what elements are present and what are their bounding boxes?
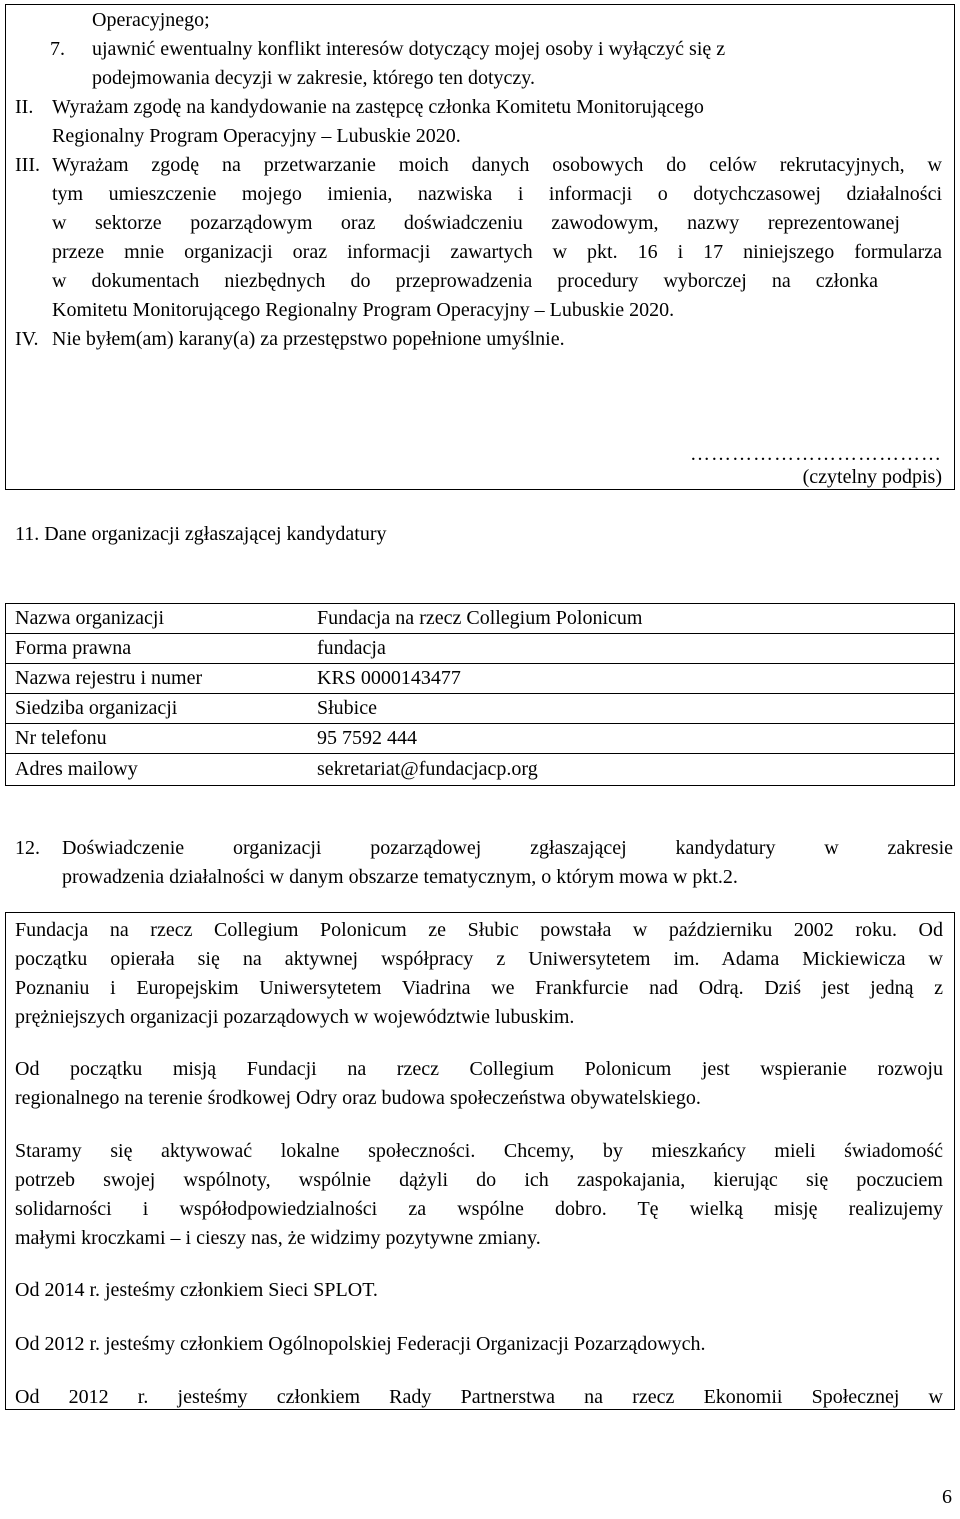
- clause-iii-line3: w sektorze pozarządowym oraz doświadczeniu zawodowym, nazwy reprezentowanej: [52, 212, 900, 234]
- table-row: [6, 724, 955, 754]
- page-number: 6: [942, 1486, 952, 1508]
- row-value: Fundacja na rzecz Collegium Polonicum: [315, 604, 955, 634]
- desc-p2-line2: regionalnego na terenie środkowej Odry oraz budowa społeczeństwa obywatelskiego.: [15, 1087, 701, 1109]
- desc-p3-line4: małymi kroczkami – i cieszy nas, że widzimy pozytywne zmiany.: [15, 1227, 541, 1249]
- clause-iii-line2: tym umieszczenie mojego imienia, nazwiska i informacji o dotychczasowej działalności: [52, 183, 942, 205]
- row-label: Adres mailowy: [6, 754, 316, 786]
- table-row: [6, 604, 955, 634]
- section-12-title-line1: Doświadczenie organizacji pozarządowej zgłaszającej kandydatury w zakresie: [62, 837, 953, 859]
- row-label: Nazwa organizacji: [6, 604, 316, 634]
- clause-ii-line1: Wyrażam zgodę na kandydowanie na zastępcę członka Komitetu Monitorującego: [52, 96, 704, 118]
- section-12-number: 12.: [15, 837, 40, 859]
- signature-line: ………………………………: [690, 443, 942, 465]
- desc-p3-line3: solidarności i współodpowiedzialności za wspólne dobro. Tę wielką misję realizujemy: [15, 1198, 943, 1220]
- clause-iii-line5: w dokumentach niezbędnych do przeprowadzenia procedury wyborczej na członka: [52, 270, 878, 292]
- clause-ii-number: II.: [15, 96, 34, 118]
- desc-p4: Od 2014 r. jesteśmy członkiem Sieci SPLOT.: [15, 1279, 378, 1301]
- desc-p6: Od 2012 r. jesteśmy członkiem Rady Partnerstwa na rzecz Ekonomii Społecznej w: [15, 1386, 943, 1408]
- table-row: [6, 634, 955, 664]
- row-value: 95 7592 444: [315, 724, 955, 754]
- desc-p3-line2: potrzeb swojej wspólnoty, wspólnie dążyli do ich zaspokajania, kierując się poczuciem: [15, 1169, 943, 1191]
- table-row: [6, 754, 955, 786]
- row-label: Forma prawna: [6, 634, 316, 664]
- clause-ii-line2: Regionalny Program Operacyjny – Lubuskie 2020.: [52, 125, 461, 147]
- item7-number: 7.: [50, 38, 65, 60]
- section-11-title: 11. Dane organizacji zgłaszającej kandydatury: [15, 523, 387, 545]
- section-12-title-line2: prowadzenia działalności w danym obszarze tematycznym, o którym mowa w pkt.2.: [62, 866, 738, 888]
- consent-line-top: Operacyjnego;: [92, 9, 210, 31]
- desc-p1-line4: prężniejszych organizacji pozarządowych w województwie lubuskim.: [15, 1006, 575, 1028]
- clause-iii-line1: Wyrażam zgodę na przetwarzanie moich danych osobowych do celów rekrutacyjnych, w: [52, 154, 942, 176]
- row-label: Nr telefonu: [6, 724, 316, 754]
- desc-p1-line3: Poznaniu i Europejskim Uniwersytetem Viadrina we Frankfurcie nad Odrą. Dziś jest jedną z: [15, 977, 943, 999]
- desc-p1-line2: początku opierała się na aktywnej współpracy z Uniwersytetem im. Adama Mickiewicza w: [15, 948, 943, 970]
- clause-iii-number: III.: [15, 154, 40, 176]
- clause-iii-line6: Komitetu Monitorującego Regionalny Program Operacyjny – Lubuskie 2020.: [52, 299, 675, 321]
- desc-p3-line1: Staramy się aktywować lokalne społeczności. Chcemy, by mieszkańcy mieli świadomość: [15, 1140, 943, 1162]
- row-value: fundacja: [315, 634, 955, 664]
- row-value: Słubice: [315, 694, 955, 724]
- desc-p1-line1: Fundacja na rzecz Collegium Polonicum ze Słubic powstała w październiku 2002 roku. Od: [15, 919, 943, 941]
- table-row: [6, 664, 955, 694]
- desc-p2-line1: Od początku misją Fundacji na rzecz Collegium Polonicum jest wspieranie rozwoju: [15, 1058, 943, 1080]
- desc-p5: Od 2012 r. jesteśmy członkiem Ogólnopolskiej Federacji Organizacji Pozarządowych.: [15, 1333, 706, 1355]
- row-label: Nazwa rejestru i numer: [6, 664, 316, 694]
- item7-line2: podejmowania decyzji w zakresie, którego ten dotyczy.: [92, 67, 535, 89]
- organization-data-table: [5, 603, 955, 786]
- signature-label: (czytelny podpis): [802, 466, 942, 488]
- item7-line1: ujawnić ewentualny konflikt interesów dotyczący mojej osoby i wyłączyć się z: [92, 38, 726, 60]
- clause-iii-line4: przeze mnie organizacji oraz informacji zawartych w pkt. 16 i 17 niniejszego formularza: [52, 241, 942, 263]
- row-value: sekretariat@fundacjacp.org: [315, 754, 955, 786]
- clause-iv-line1: Nie byłem(am) karany(a) za przestępstwo popełnione umyślnie.: [52, 328, 565, 350]
- clause-iv-number: IV.: [15, 328, 39, 350]
- table-row: [6, 694, 955, 724]
- row-label: Siedziba organizacji: [6, 694, 316, 724]
- row-value: KRS 0000143477: [315, 664, 955, 694]
